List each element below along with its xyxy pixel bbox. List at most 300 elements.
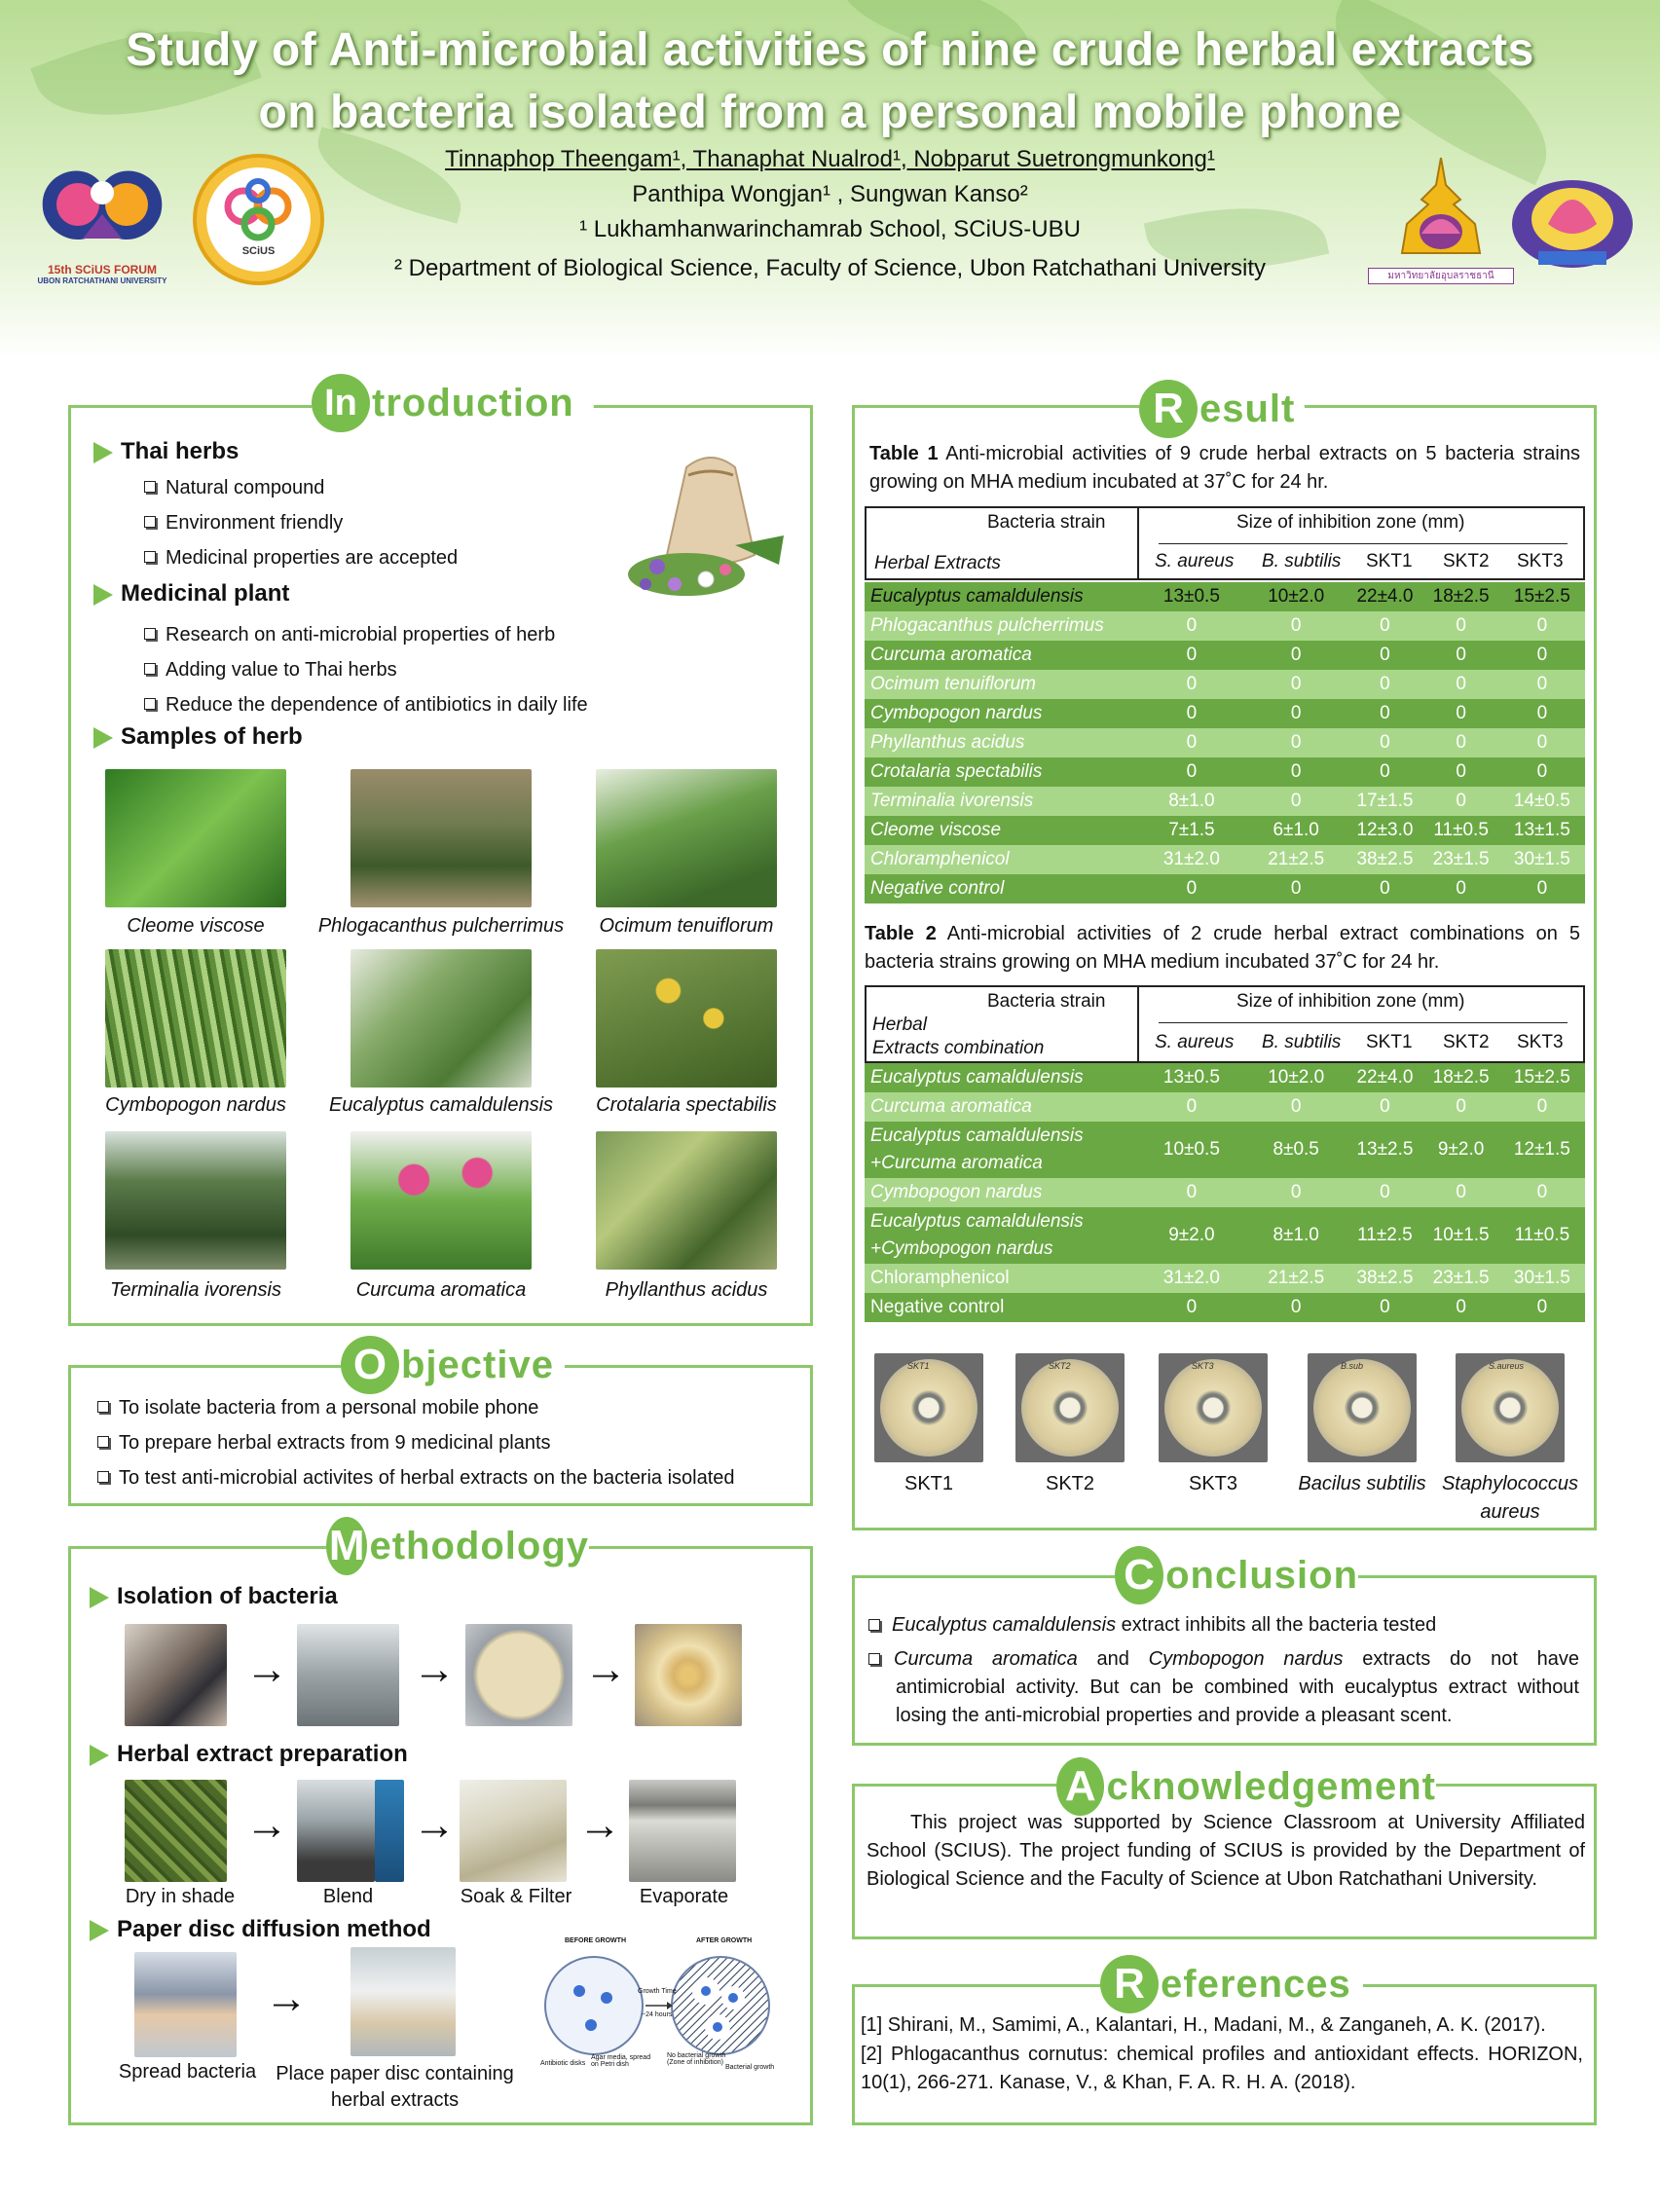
value-cell: 0	[1499, 611, 1585, 641]
plate-caption: SKT2	[1045, 1473, 1095, 1494]
herb-caption: Ocimum tenuiflorum	[599, 915, 774, 937]
step-caption: Dry in shade	[125, 1886, 236, 1907]
table-row	[865, 1264, 1585, 1293]
step-caption: Place paper disc containing herbal extracts	[276, 2063, 514, 2111]
arrow-right-icon: →	[584, 1645, 627, 1693]
herb-name-cell: Cymbopogon nardus	[865, 1178, 1138, 1207]
value-cell: 0	[1245, 699, 1346, 728]
bullet-item	[144, 547, 458, 570]
row-header: Extracts combination	[872, 1038, 1045, 1058]
value-cell: 0	[1423, 1178, 1499, 1207]
value-cell: 0	[1499, 1178, 1585, 1207]
value-cell: 0	[1138, 670, 1245, 699]
poster-header	[0, 0, 1660, 360]
title-rest: ethodology	[369, 1524, 589, 1567]
value-cell: 0	[1346, 611, 1422, 641]
value-cell: 0	[1423, 787, 1499, 816]
value-cell: 15±2.5	[1499, 1063, 1585, 1092]
column-header: SKT3	[1517, 551, 1564, 571]
value-cell: 22±4.0	[1346, 582, 1422, 611]
bullet-text: To prepare herbal extracts from 9 medicinal plants	[119, 1432, 551, 1454]
diagram-label: Bacterial growth	[725, 2064, 775, 2071]
value-cell: 13±0.5	[1138, 582, 1245, 611]
value-cell: 0	[1138, 641, 1245, 670]
table-caption-text: Anti-microbial activities of 2 crude herbal extract combinations on 5 bacteria strains growing on MHA medium incubated 37˚C for 24 hr.	[865, 923, 1581, 973]
triangle-bullet-icon	[90, 1587, 109, 1608]
heading-text: Samples of herb	[121, 723, 303, 750]
row-header: Herbal	[872, 1014, 927, 1035]
value-cell: 0	[1245, 1293, 1346, 1322]
value-cell: 21±2.5	[1245, 1264, 1346, 1293]
triangle-bullet-icon	[93, 584, 113, 606]
value-cell: 10±2.0	[1245, 582, 1346, 611]
value-cell: 31±2.0	[1138, 845, 1245, 874]
method-photo	[297, 1624, 399, 1726]
title-rest: esult	[1199, 387, 1296, 430]
value-cell: 0	[1346, 1293, 1422, 1322]
arrow-right-icon: →	[413, 1801, 456, 1849]
table-caption-label: Table 2	[865, 923, 937, 944]
checkbox-bullet-icon	[144, 628, 156, 640]
petri-dish-photo	[1456, 1353, 1565, 1462]
herb-name-text: Eucalyptus camaldulensis	[870, 1211, 1084, 1232]
value-cell: 0	[1423, 641, 1499, 670]
column-header: Bacteria strain	[987, 991, 1106, 1012]
checkbox-bullet-icon	[868, 1619, 880, 1631]
checkbox-bullet-icon	[97, 1471, 109, 1483]
herb-name-cell: Curcuma aromatica	[865, 1092, 1138, 1122]
table2	[865, 1063, 1585, 1322]
petri-dish-photo	[1015, 1353, 1125, 1462]
herb-photo	[105, 949, 286, 1088]
title-initial: R	[1139, 380, 1198, 438]
table1-header	[865, 506, 1585, 580]
herb-name-cell: Chloramphenicol	[865, 1264, 1138, 1293]
column-header: SKT2	[1443, 551, 1490, 571]
column-header: SKT3	[1517, 1032, 1564, 1052]
herb-name-cell	[865, 1122, 1138, 1178]
herb-name-cell: Negative control	[865, 1293, 1138, 1322]
value-cell: 0	[1245, 874, 1346, 903]
step-caption: Spread bacteria	[118, 2061, 257, 2083]
herb-name-text: Eucalyptus camaldulensis	[870, 1125, 1084, 1146]
table-row	[865, 728, 1585, 757]
value-cell: 0	[1138, 1178, 1245, 1207]
petri-dish-photo	[1159, 1353, 1268, 1462]
table2-header	[865, 985, 1585, 1063]
leaf-decoration	[307, 127, 472, 223]
checkbox-bullet-icon	[97, 1436, 109, 1448]
value-cell: 0	[1138, 1293, 1245, 1322]
plate-label: B.sub	[1341, 1361, 1364, 1371]
result-title	[1139, 380, 1305, 438]
value-cell: 0	[1346, 641, 1422, 670]
value-cell: 12±3.0	[1346, 816, 1422, 845]
conclusion-item-1	[868, 1611, 1579, 1640]
method-photo	[125, 1780, 227, 1882]
diagram-label: No bacterial growth (Zone of inhibition)	[667, 2052, 726, 2066]
checkbox-bullet-icon	[868, 1653, 880, 1665]
value-cell: 22±4.0	[1346, 1063, 1422, 1092]
value-cell: 0	[1138, 757, 1245, 787]
bullet-text: To test anti-microbial activites of herbal extracts on the bacteria isolated	[119, 1467, 735, 1489]
value-cell: 0	[1423, 699, 1499, 728]
column-header: S. aureus	[1155, 551, 1235, 571]
bullet-item	[144, 659, 397, 682]
title-initial: A	[1056, 1757, 1104, 1816]
herb-photo	[596, 949, 777, 1088]
table-row	[865, 582, 1585, 611]
herb-name-cell: Phlogacanthus pulcherrimus	[865, 611, 1138, 641]
table2-caption	[865, 920, 1580, 977]
diagram-label: BEFORE GROWTH	[565, 1937, 626, 1944]
title-initial: C	[1115, 1546, 1163, 1604]
method-photo	[125, 1624, 227, 1726]
method-photo	[134, 1952, 237, 2057]
value-cell: 10±0.5	[1138, 1122, 1245, 1178]
acknowledgement-text: This project was supported by Science Classroom at University Affiliated School (SCIUS). The project funding of SCIUS is provided by the Department of Biological Science and the Faculty of Science at Ubon Ratchathani University.	[867, 1812, 1585, 1890]
value-cell: 13±0.5	[1138, 1063, 1245, 1092]
column-header: SKT1	[1366, 1032, 1413, 1052]
table-caption-label: Table 1	[869, 443, 939, 464]
bullet-text: Reduce the dependence of antibiotics in daily life	[166, 694, 588, 716]
herb-caption: Terminalia ivorensis	[110, 1279, 281, 1301]
checkbox-bullet-icon	[144, 663, 156, 675]
disc-diffusion-diagram	[540, 1937, 789, 2083]
column-header: B. subtilis	[1262, 551, 1342, 571]
value-cell: 0	[1245, 728, 1346, 757]
method-photo	[375, 1780, 404, 1882]
reference-1: [1] Shirani, M., Samimi, A., Kalantari, H., Madani, M., & Zanganeh, A. K. (2017).	[861, 2014, 1546, 2036]
heading-medicinal-plant	[93, 580, 289, 608]
value-cell: 0	[1423, 670, 1499, 699]
arrow-right-icon: →	[245, 1645, 288, 1693]
plate-label: SKT2	[1049, 1361, 1071, 1371]
herb-name-cell	[865, 1207, 1138, 1264]
value-cell: 11±2.5	[1346, 1207, 1422, 1264]
poster-title-line2: on bacteria isolated from a personal mobile phone	[258, 87, 1402, 138]
logo-text: มหาวิทยาลัยอุบลราชธานี	[1368, 268, 1514, 284]
table-row	[865, 845, 1585, 874]
value-cell: 11±0.5	[1423, 816, 1499, 845]
table-row	[865, 670, 1585, 699]
value-cell: 0	[1423, 874, 1499, 903]
value-cell: 0	[1245, 670, 1346, 699]
bullet-text: To isolate bacteria from a personal mobile phone	[119, 1397, 539, 1419]
bullet-item	[97, 1397, 538, 1419]
value-cell: 8±0.5	[1245, 1122, 1346, 1178]
value-cell: 31±2.0	[1138, 1264, 1245, 1293]
value-cell: 7±1.5	[1138, 816, 1245, 845]
value-cell: 18±2.5	[1423, 582, 1499, 611]
heading-paper-disc	[90, 1916, 431, 1943]
value-cell: 0	[1499, 728, 1585, 757]
table-row	[865, 757, 1585, 787]
value-cell: 13±1.5	[1499, 816, 1585, 845]
value-cell: 0	[1423, 757, 1499, 787]
value-cell: 0	[1346, 699, 1422, 728]
value-cell: 0	[1138, 699, 1245, 728]
value-cell: 0	[1245, 787, 1346, 816]
herb-photo	[350, 1131, 532, 1270]
value-cell: 0	[1499, 699, 1585, 728]
value-cell: 0	[1138, 728, 1245, 757]
value-cell: 30±1.5	[1499, 1264, 1585, 1293]
checkbox-bullet-icon	[144, 516, 156, 528]
petri-dish-photo	[874, 1353, 983, 1462]
conclusion-item-2	[868, 1645, 1579, 1730]
value-cell: 18±2.5	[1423, 1063, 1499, 1092]
herb-name-cell: Crotalaria spectabilis	[865, 757, 1138, 787]
herb-name-cell: Curcuma aromatica	[865, 641, 1138, 670]
value-cell: 0	[1423, 728, 1499, 757]
herb-photo	[105, 1131, 286, 1270]
species-name: Cymbopogon nardus	[1148, 1648, 1344, 1670]
logo-text: UBON RATCHATHANI UNIVERSITY	[37, 276, 167, 285]
value-cell: 0	[1499, 1092, 1585, 1122]
heading-text: Herbal extract preparation	[117, 1741, 408, 1767]
bullet-text: Medicinal properties are accepted	[166, 547, 459, 569]
affiliation-1: ¹ Lukhamhanwarinchamrab School, SCiUS-UBU	[579, 216, 1081, 242]
herb-caption: Curcuma aromatica	[355, 1279, 527, 1301]
title-rest: cknowledgement	[1106, 1764, 1436, 1808]
petri-dish-photo	[1308, 1353, 1417, 1462]
reference-2: [2] Phlogacanthus cornutus: chemical profiles and antioxidant effects. HORIZON, 10(1), 266-271. Kanase, V., & Khan, F. A. R. H. A. (2018).	[861, 2044, 1583, 2093]
conclusion-text: extract inhibits all the bacteria tested	[1116, 1614, 1437, 1636]
herb-name-cell: Negative control	[865, 874, 1138, 903]
triangle-bullet-icon	[93, 727, 113, 749]
bullet-text: Natural compound	[166, 477, 325, 498]
value-cell: 0	[1245, 611, 1346, 641]
arrow-right-icon: →	[245, 1801, 288, 1849]
method-photo	[635, 1624, 742, 1726]
column-header: Size of inhibition zone (mm)	[1236, 991, 1465, 1012]
value-cell: 11±0.5	[1499, 1207, 1585, 1264]
value-cell: 38±2.5	[1346, 1264, 1422, 1293]
conclusion-text: extracts do not have antimicrobial activity. But can be combined with eucalyptus extract without losing the anti-microbial properties and provide a pleasant scent.	[896, 1648, 1579, 1726]
title-initial: O	[341, 1336, 399, 1394]
introduction-title	[312, 374, 594, 432]
bullet-item	[97, 1432, 551, 1455]
authors-line2: Panthipa Wongjan¹ , Sungwan Kanso²	[632, 181, 1028, 207]
value-cell: 0	[1346, 1178, 1422, 1207]
herb-photo	[350, 949, 532, 1088]
herb-name-cell: Chloramphenicol	[865, 845, 1138, 874]
step-caption: Blend	[322, 1886, 374, 1907]
species-name: Curcuma aromatica	[894, 1648, 1078, 1670]
table-row	[865, 874, 1585, 903]
value-cell: 0	[1245, 641, 1346, 670]
heading-text: Paper disc diffusion method	[117, 1916, 431, 1942]
column-header: B. subtilis	[1262, 1032, 1342, 1052]
title-rest: troduction	[372, 381, 574, 424]
logo-text: SCiUS	[241, 245, 276, 257]
affiliation-2: ² Department of Biological Science, Faculty of Science, Ubon Ratchathani University	[393, 255, 1267, 281]
table-row	[865, 816, 1585, 845]
title-rest: eferences	[1161, 1962, 1351, 2006]
column-header: SKT1	[1366, 551, 1413, 571]
method-photo	[350, 1947, 456, 2056]
value-cell: 0	[1499, 874, 1585, 903]
herb-name-cell: Cymbopogon nardus	[865, 699, 1138, 728]
table-row	[865, 1207, 1585, 1264]
value-cell: 0	[1423, 611, 1499, 641]
value-cell: 0	[1499, 641, 1585, 670]
value-cell: 0	[1423, 1293, 1499, 1322]
conclusion-text: and	[1077, 1648, 1149, 1670]
herb-caption: Eucalyptus camaldulensis	[328, 1094, 554, 1116]
method-photo	[460, 1780, 567, 1882]
herb-name-text: +Cymbopogon nardus	[870, 1238, 1053, 1259]
value-cell: 0	[1346, 757, 1422, 787]
bullet-text: Adding value to Thai herbs	[166, 659, 397, 681]
value-cell: 0	[1346, 1092, 1422, 1122]
table-row	[865, 1063, 1585, 1092]
value-cell: 9±2.0	[1423, 1122, 1499, 1178]
heading-isolation	[90, 1583, 338, 1610]
value-cell: 0	[1499, 1293, 1585, 1322]
herb-photo	[596, 769, 777, 907]
title-rest: onclusion	[1165, 1553, 1358, 1597]
value-cell: 0	[1245, 1178, 1346, 1207]
bullet-item	[144, 624, 555, 646]
value-cell: 10±1.5	[1423, 1207, 1499, 1264]
bullet-item	[144, 694, 588, 717]
table-row	[865, 1293, 1585, 1322]
plate-caption: SKT1	[904, 1473, 954, 1494]
acknowledgement-title	[1056, 1757, 1436, 1816]
value-cell: 0	[1138, 611, 1245, 641]
arrow-right-icon: →	[413, 1645, 456, 1693]
bullet-item	[144, 512, 343, 535]
diagram-label: ~24 hours	[642, 2011, 673, 2018]
title-initial: R	[1100, 1955, 1159, 2013]
heading-samples-of-herb	[93, 723, 303, 751]
bullet-item	[144, 477, 324, 499]
value-cell: 21±2.5	[1245, 845, 1346, 874]
method-photo	[297, 1780, 375, 1882]
table-row	[865, 1178, 1585, 1207]
heading-text: Isolation of bacteria	[117, 1583, 338, 1609]
table-row	[865, 641, 1585, 670]
herb-caption: Phyllanthus acidus	[605, 1279, 768, 1301]
herb-name-cell: Eucalyptus camaldulensis	[865, 582, 1138, 611]
triangle-bullet-icon	[93, 442, 113, 463]
school-logo	[1504, 166, 1641, 277]
value-cell: 23±1.5	[1423, 845, 1499, 874]
arrow-right-icon: →	[265, 1974, 308, 2022]
method-photo	[465, 1624, 572, 1726]
heading-text: Thai herbs	[121, 438, 240, 464]
herb-caption: Crotalaria spectabilis	[596, 1094, 777, 1116]
objective-title	[341, 1336, 565, 1394]
value-cell: 10±2.0	[1245, 1063, 1346, 1092]
triangle-bullet-icon	[90, 1745, 109, 1766]
table1-caption	[869, 440, 1580, 497]
table1	[865, 582, 1585, 903]
poster-title-line1: Study of Anti-microbial activities of nine crude herbal extracts	[126, 24, 1534, 76]
checkbox-bullet-icon	[144, 698, 156, 710]
value-cell: 0	[1346, 670, 1422, 699]
value-cell: 0	[1423, 1092, 1499, 1122]
value-cell: 0	[1138, 874, 1245, 903]
heading-extract-prep	[90, 1741, 408, 1768]
method-photo	[629, 1780, 736, 1882]
heading-text: Medicinal plant	[121, 580, 290, 607]
plate-caption: SKT3	[1188, 1473, 1238, 1494]
plate-label: SKT3	[1192, 1361, 1214, 1371]
plate-label: S.aureus	[1489, 1361, 1525, 1371]
column-header: Bacteria strain	[987, 512, 1106, 533]
herb-name-cell: Eucalyptus camaldulensis	[865, 1063, 1138, 1092]
column-header: Size of inhibition zone (mm)	[1236, 512, 1465, 533]
heading-thai-herbs	[93, 438, 239, 465]
bullet-item	[97, 1467, 735, 1490]
column-header: SKT2	[1443, 1032, 1490, 1052]
herb-name-cell: Phyllanthus acidus	[865, 728, 1138, 757]
arrow-right-icon: →	[578, 1801, 621, 1849]
value-cell: 14±0.5	[1499, 787, 1585, 816]
bullet-text: Environment friendly	[166, 512, 344, 534]
diagram-label: Agar media, spread on Petri dish	[591, 2054, 651, 2068]
plate-caption: Bacilus subtilis	[1298, 1473, 1426, 1494]
herb-name-cell: Terminalia ivorensis	[865, 787, 1138, 816]
diagram-label: Growth Time	[638, 1988, 677, 1995]
scius-seal-logo	[193, 154, 324, 285]
value-cell: 12±1.5	[1499, 1122, 1585, 1178]
value-cell: 0	[1346, 874, 1422, 903]
herb-name-cell: Ocimum tenuiflorum	[865, 670, 1138, 699]
bullet-text: Research on anti-microbial properties of herb	[166, 624, 556, 645]
value-cell: 6±1.0	[1245, 816, 1346, 845]
herb-caption: Cymbopogon nardus	[105, 1094, 286, 1116]
logo-text: 15th SCiUS FORUM	[47, 263, 157, 276]
conclusion-title	[1115, 1546, 1358, 1604]
value-cell: 8±1.0	[1245, 1207, 1346, 1264]
checkbox-bullet-icon	[97, 1401, 109, 1413]
herb-photo	[105, 769, 286, 907]
value-cell: 9±2.0	[1138, 1207, 1245, 1264]
title-initial: In	[312, 374, 370, 432]
step-caption: Soak & Filter	[460, 1886, 572, 1907]
triangle-bullet-icon	[90, 1920, 109, 1941]
herb-photo	[596, 1131, 777, 1270]
value-cell: 0	[1499, 757, 1585, 787]
table-row	[865, 611, 1585, 641]
value-cell: 0	[1499, 670, 1585, 699]
value-cell: 23±1.5	[1423, 1264, 1499, 1293]
university-logo	[1368, 156, 1514, 282]
value-cell: 0	[1245, 1092, 1346, 1122]
table-caption-text: Anti-microbial activities of 9 crude herbal extracts on 5 bacteria strains growing on MHA medium incubated at 37˚C for 24 hr.	[869, 443, 1580, 493]
value-cell: 38±2.5	[1346, 845, 1422, 874]
herb-photo	[350, 769, 532, 907]
table-row	[865, 1122, 1585, 1178]
value-cell: 30±1.5	[1499, 845, 1585, 874]
diagram-label: Antibiotic disks	[540, 2060, 586, 2067]
value-cell: 17±1.5	[1346, 787, 1422, 816]
herb-name-cell: Cleome viscose	[865, 816, 1138, 845]
column-header: S. aureus	[1155, 1032, 1235, 1052]
table-row	[865, 1092, 1585, 1122]
plate-label: SKT1	[907, 1361, 930, 1371]
checkbox-bullet-icon	[144, 551, 156, 563]
table-row	[865, 699, 1585, 728]
diagram-label: AFTER GROWTH	[696, 1937, 753, 1944]
herb-caption: Cleome viscose	[127, 915, 265, 937]
value-cell: 0	[1245, 757, 1346, 787]
row-header: Herbal Extracts	[874, 553, 1001, 573]
